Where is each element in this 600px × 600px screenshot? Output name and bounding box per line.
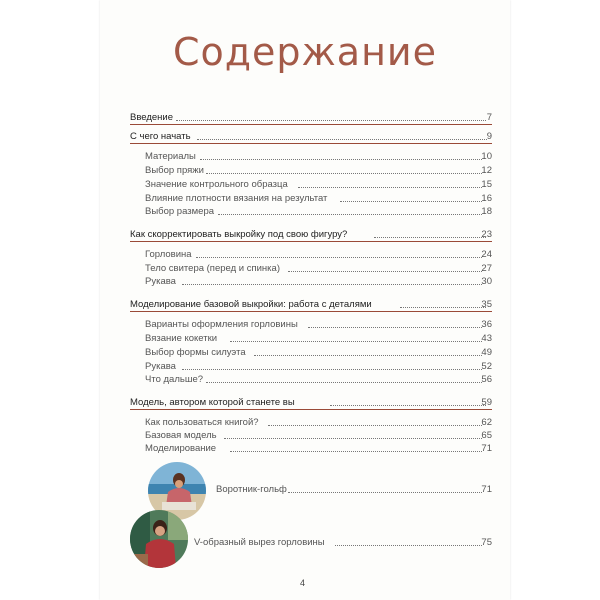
toc-item: Выбор размера bbox=[145, 206, 215, 217]
toc-page-number: 71 bbox=[481, 443, 492, 454]
toc-dot-leader bbox=[200, 159, 482, 160]
toc-section-title: Модель, автором которой станете вы bbox=[130, 397, 295, 408]
toc-page-number: 35 bbox=[481, 299, 492, 310]
toc-section-title: Моделирование базовой выкройки: работа с деталями bbox=[130, 299, 372, 310]
section-rule bbox=[130, 143, 492, 144]
toc-item: Что дальше? bbox=[145, 374, 204, 385]
toc-dot-leader bbox=[224, 438, 482, 439]
toc-page-number: 59 bbox=[481, 397, 492, 408]
section-rule bbox=[130, 311, 492, 312]
toc-item: Горловина bbox=[145, 249, 192, 260]
model-title: Воротник-гольф bbox=[216, 484, 287, 495]
toc-item: Выбор формы силуэта bbox=[145, 347, 246, 358]
toc-item: Моделирование bbox=[145, 443, 217, 454]
toc-page-number: 52 bbox=[481, 361, 492, 372]
toc-page-number: 12 bbox=[481, 165, 492, 176]
toc-dot-leader bbox=[330, 405, 486, 406]
section-rule bbox=[130, 124, 492, 125]
toc-dot-leader bbox=[254, 355, 482, 356]
toc-dot-leader bbox=[197, 139, 487, 140]
toc-item: Как пользоваться книгой? bbox=[145, 417, 259, 428]
model-photo-v-neck bbox=[130, 510, 188, 568]
toc-page-number: 16 bbox=[481, 193, 492, 204]
toc-dot-leader bbox=[298, 187, 482, 188]
toc-item: Варианты оформления горловины bbox=[145, 319, 298, 330]
model-title: V-образный вырез горловины bbox=[194, 537, 325, 548]
page-title: Содержание bbox=[173, 30, 437, 74]
toc-dot-leader bbox=[176, 120, 486, 121]
toc-dot-leader bbox=[335, 545, 482, 546]
toc-page-number: 30 bbox=[481, 276, 492, 287]
section-rule bbox=[130, 241, 492, 242]
toc-page-number: 65 bbox=[481, 430, 492, 441]
toc-dot-leader bbox=[230, 451, 482, 452]
toc-item: Базовая модель bbox=[145, 430, 217, 441]
toc-dot-leader bbox=[196, 257, 482, 258]
toc-page-number: 36 bbox=[481, 319, 492, 330]
toc-item: Рукава bbox=[145, 276, 176, 287]
toc-page-number: 7 bbox=[486, 112, 492, 123]
toc-page-number: 71 bbox=[481, 484, 492, 495]
toc-dot-leader bbox=[206, 173, 482, 174]
toc-dot-leader bbox=[340, 201, 482, 202]
toc-item: Выбор пряжи bbox=[145, 165, 204, 176]
toc-page-number: 75 bbox=[481, 537, 492, 548]
toc-item: Рукава bbox=[145, 361, 176, 372]
toc-dot-leader bbox=[268, 425, 482, 426]
toc-item: Значение контрольного образца bbox=[145, 179, 288, 190]
toc-section-title: Как скорректировать выкройку под свою фигуру? bbox=[130, 229, 348, 240]
toc-dot-leader bbox=[218, 214, 482, 215]
toc-item: Влияние плотности вязания на результат bbox=[145, 193, 328, 204]
toc-dot-leader bbox=[182, 369, 482, 370]
toc-page-number: 49 bbox=[481, 347, 492, 358]
toc-dot-leader bbox=[206, 382, 482, 383]
toc-dot-leader bbox=[288, 492, 482, 493]
toc-dot-leader bbox=[182, 284, 482, 285]
toc-item: Вязание кокетки bbox=[145, 333, 218, 344]
toc-page-number: 15 bbox=[481, 179, 492, 190]
toc-page-number: 43 bbox=[481, 333, 492, 344]
toc-item: Материалы bbox=[145, 151, 196, 162]
toc-page-number: 24 bbox=[481, 249, 492, 260]
toc-page-number: 56 bbox=[481, 374, 492, 385]
toc-dot-leader bbox=[288, 271, 482, 272]
toc-page-number: 9 bbox=[486, 131, 492, 142]
toc-page-number: 23 bbox=[481, 229, 492, 240]
toc-page-number: 27 bbox=[481, 263, 492, 274]
page-number: 4 bbox=[300, 578, 306, 588]
toc-dot-leader bbox=[230, 341, 482, 342]
toc-dot-leader bbox=[308, 327, 482, 328]
toc-section-title: Введение bbox=[130, 112, 174, 123]
section-rule bbox=[130, 409, 492, 410]
toc-item: Тело свитера (перед и спинка) bbox=[145, 263, 280, 274]
toc-page-number: 10 bbox=[481, 151, 492, 162]
toc-page-number: 18 bbox=[481, 206, 492, 217]
toc-section-title: С чего начать bbox=[130, 131, 191, 142]
toc-page-number: 62 bbox=[481, 417, 492, 428]
